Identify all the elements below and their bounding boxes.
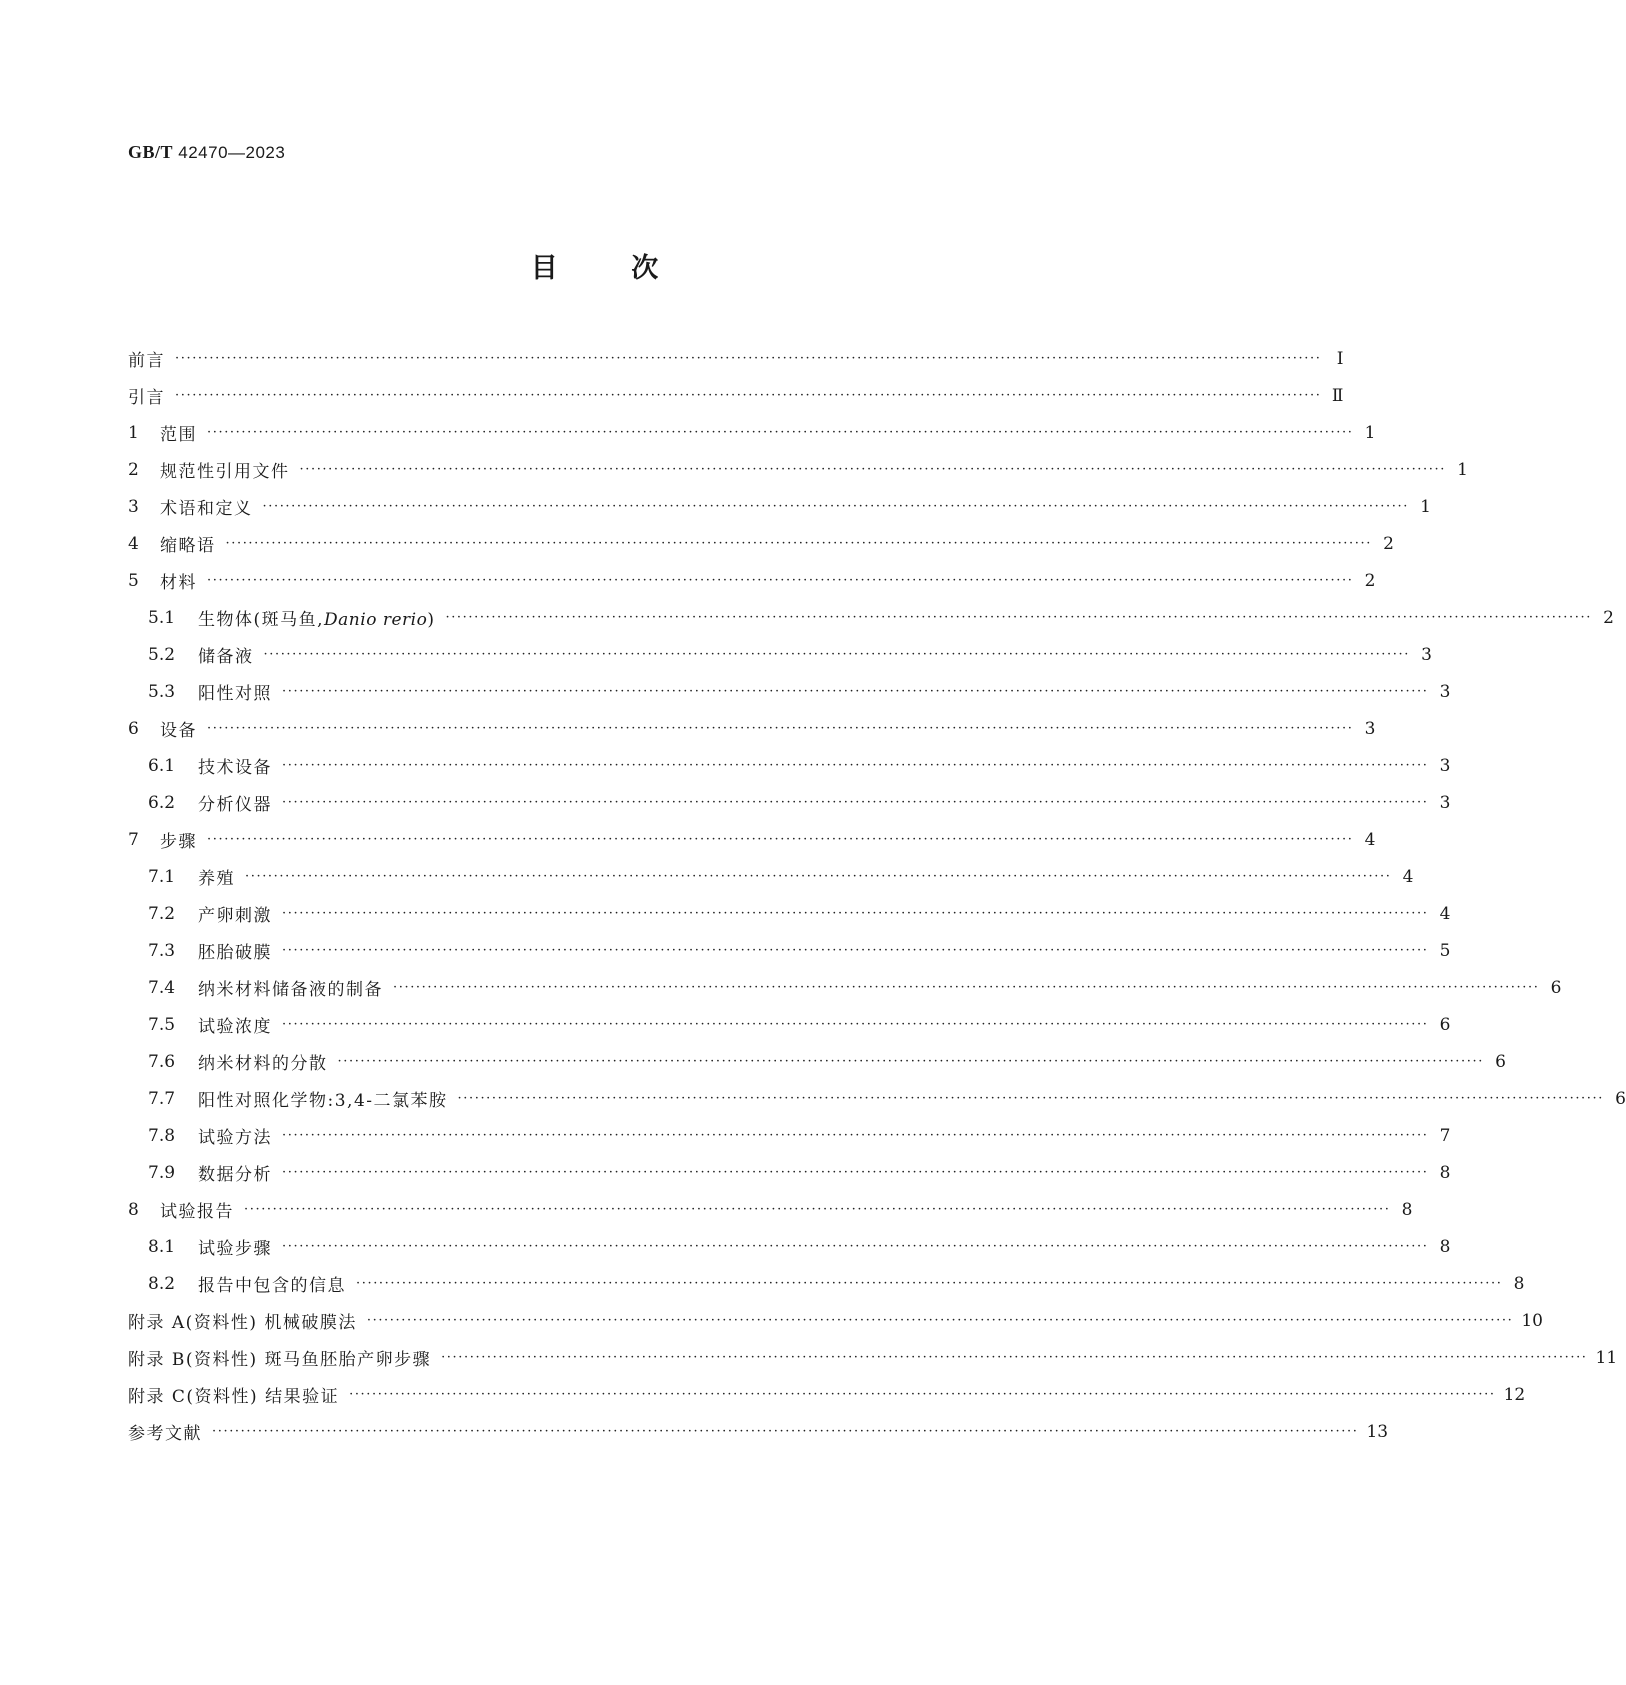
toc-entry-label: 试验方法 xyxy=(198,1128,272,1148)
toc-entry-6[interactable] xyxy=(128,710,1376,747)
toc-leader-dots: ········································································································································································································ xyxy=(207,832,1354,847)
standard-code xyxy=(128,142,285,163)
toc-leader-dots: ········································································································································································································ xyxy=(175,351,1322,366)
toc-entry-page: 3 xyxy=(1439,792,1451,813)
toc-entry-label: 技术设备 xyxy=(198,758,272,778)
toc-entry-3[interactable] xyxy=(128,488,1431,525)
toc-entry-label: 前言 xyxy=(128,351,165,371)
toc-entry-7-9[interactable] xyxy=(128,1154,1451,1191)
toc-entry-label: 术语和定义 xyxy=(160,499,253,519)
toc-entry-7-7[interactable] xyxy=(128,1080,1626,1117)
toc-entry-number: 7.2 xyxy=(148,903,176,924)
toc-entry-2[interactable] xyxy=(128,451,1468,488)
toc-entry-label: 设备 xyxy=(160,721,197,741)
toc-title: 目 次 xyxy=(530,253,661,284)
toc-entry-label: 纳米材料储备液的制备 xyxy=(198,980,383,1000)
toc-leader-dots: ········································································································································································································ xyxy=(225,536,1372,551)
toc-entry-number: 7.5 xyxy=(148,1014,176,1035)
toc-entry-appendix-b[interactable] xyxy=(128,1339,1618,1376)
toc-entry-page: 4 xyxy=(1364,829,1376,850)
toc-leader-dots: ········································································································································································································ xyxy=(282,758,1429,773)
toc-entry-6-1[interactable] xyxy=(128,747,1451,784)
toc-entry-page: 7 xyxy=(1439,1125,1451,1146)
toc-entry-label xyxy=(198,605,435,630)
toc-entry-number: 7.8 xyxy=(148,1125,176,1146)
toc-entry-page: 6 xyxy=(1495,1051,1506,1072)
toc-leader-dots: ········································································································································································································ xyxy=(175,388,1322,403)
toc-entry-7-3[interactable] xyxy=(128,932,1451,969)
toc-leader-dots: ········································································································································································································ xyxy=(244,1202,1391,1217)
toc-entry-number: 2 xyxy=(128,459,139,480)
toc-entry-number: 8.2 xyxy=(148,1273,176,1294)
toc-entry-page: 1 xyxy=(1420,496,1431,517)
toc-entry-label-text: 生物体(斑马鱼, xyxy=(198,610,325,630)
toc-leader-dots: ········································································································································································································ xyxy=(393,980,1540,995)
toc-entry-label: 引言 xyxy=(128,388,165,408)
toc-entry-number: 7.4 xyxy=(148,977,176,998)
toc-leader-dots: ········································································································································································································ xyxy=(282,1165,1429,1180)
toc-entry-number: 7.6 xyxy=(148,1051,176,1072)
toc-entry-page: 5 xyxy=(1439,940,1451,961)
toc-leader-dots: ········································································································································································································ xyxy=(457,1091,1604,1106)
toc-entry-introduction[interactable] xyxy=(128,377,1344,414)
toc-entry-number: 5 xyxy=(128,570,139,591)
toc-entry-6-2[interactable] xyxy=(128,784,1451,821)
toc-entry-number: 6.2 xyxy=(148,792,176,813)
toc-entry-number: 1 xyxy=(128,422,139,443)
toc-entry-page: 8 xyxy=(1439,1162,1451,1183)
toc-entry-page: 6 xyxy=(1439,1014,1451,1035)
toc-leader-dots: ········································································································································································································ xyxy=(282,1128,1429,1143)
toc-entry-number: 8 xyxy=(128,1199,139,1220)
toc-entry-page: 12 xyxy=(1503,1384,1526,1405)
toc-entry-8-2[interactable] xyxy=(128,1265,1525,1302)
toc-entry-number: 8.1 xyxy=(148,1236,176,1257)
toc-entry-7-2[interactable] xyxy=(128,895,1451,932)
toc-leader-dots: ········································································································································································································ xyxy=(207,573,1354,588)
species-name: Danio rerio xyxy=(324,610,428,630)
toc-entry-7-1[interactable] xyxy=(128,858,1414,895)
table-of-contents xyxy=(128,340,1626,1450)
toc-leader-dots: ········································································································································································································ xyxy=(212,1424,1359,1439)
toc-entry-label: 缩略语 xyxy=(160,536,216,556)
toc-leader-dots: ········································································································································································································ xyxy=(207,425,1354,440)
toc-leader-dots: ········································································································································································································ xyxy=(282,943,1429,958)
toc-entry-label: 分析仪器 xyxy=(198,795,272,815)
toc-entry-page: 3 xyxy=(1439,681,1451,702)
toc-entry-page: 13 xyxy=(1366,1421,1389,1442)
toc-entry-page: 6 xyxy=(1615,1088,1626,1109)
toc-entry-appendix-c[interactable] xyxy=(128,1376,1526,1413)
toc-entry-label: 范围 xyxy=(160,425,197,445)
toc-entry-label: 附录 A(资料性) 机械破膜法 xyxy=(128,1313,357,1333)
toc-entry-7-5[interactable] xyxy=(128,1006,1451,1043)
toc-entry-label: 阳性对照化学物:3,4-二氯苯胺 xyxy=(198,1091,448,1111)
toc-leader-dots: ········································································································································································································ xyxy=(366,1313,1514,1328)
toc-leader-dots: ········································································································································································································ xyxy=(299,462,1446,477)
toc-leader-dots: ········································································································································································································ xyxy=(282,1239,1429,1254)
toc-entry-label: 纳米材料的分散 xyxy=(198,1054,328,1074)
toc-entry-page: 6 xyxy=(1550,977,1562,998)
toc-entry-number: 7.3 xyxy=(148,940,176,961)
toc-entry-label: 试验浓度 xyxy=(198,1017,272,1037)
toc-entry-label: 附录 B(资料性) 斑马鱼胚胎产卵步骤 xyxy=(128,1350,432,1370)
toc-entry-label: 养殖 xyxy=(198,869,235,889)
toc-entry-5-1[interactable] xyxy=(128,599,1614,636)
toc-entry-label: 数据分析 xyxy=(198,1165,272,1185)
toc-entry-page: 3 xyxy=(1439,755,1451,776)
toc-entry-references[interactable] xyxy=(128,1413,1389,1450)
toc-entry-page: Ⅰ xyxy=(1336,348,1344,369)
toc-entry-page: 3 xyxy=(1364,718,1376,739)
toc-entry-page: Ⅱ xyxy=(1331,385,1344,406)
toc-entry-page: 11 xyxy=(1595,1347,1618,1368)
toc-entry-8[interactable] xyxy=(128,1191,1413,1228)
toc-leader-dots: ········································································································································································································ xyxy=(245,869,1392,884)
toc-leader-dots: ········································································································································································································ xyxy=(282,906,1429,921)
toc-entry-page: 4 xyxy=(1402,866,1414,887)
toc-entry-appendix-a[interactable] xyxy=(128,1302,1543,1339)
toc-leader-dots: ········································································································································································································ xyxy=(282,795,1429,810)
toc-leader-dots: ········································································································································································································ xyxy=(445,610,1592,625)
toc-leader-dots: ········································································································································································································ xyxy=(337,1054,1484,1069)
toc-entry-number: 6.1 xyxy=(148,755,176,776)
toc-entry-label: 附录 C(资料性) 结果验证 xyxy=(128,1387,340,1407)
toc-entry-4[interactable] xyxy=(128,525,1394,562)
toc-entry-number: 5.1 xyxy=(148,607,176,628)
toc-entry-label: 胚胎破膜 xyxy=(198,943,272,963)
toc-entry-7-6[interactable] xyxy=(128,1043,1506,1080)
toc-entry-7[interactable] xyxy=(128,821,1376,858)
toc-entry-page: 8 xyxy=(1439,1236,1451,1257)
toc-entry-5[interactable] xyxy=(128,562,1376,599)
toc-entry-7-8[interactable] xyxy=(128,1117,1451,1154)
toc-entry-label: 产卵刺激 xyxy=(198,906,272,926)
toc-entry-label: 规范性引用文件 xyxy=(160,462,290,482)
toc-entry-5-3[interactable] xyxy=(128,673,1451,710)
toc-entry-page: 2 xyxy=(1383,533,1394,554)
toc-entry-page: 1 xyxy=(1364,422,1376,443)
toc-entry-number: 7.9 xyxy=(148,1162,176,1183)
toc-entry-number: 3 xyxy=(128,496,139,517)
toc-leader-dots: ········································································································································································································ xyxy=(262,499,1409,514)
toc-entry-page: 1 xyxy=(1457,459,1468,480)
toc-entry-number: 7.7 xyxy=(148,1088,176,1109)
standard-code-number: 42470—2023 xyxy=(178,143,286,162)
toc-entry-label: 材料 xyxy=(160,573,197,593)
toc-entry-number: 7 xyxy=(128,829,139,850)
toc-entry-label: 报告中包含的信息 xyxy=(198,1276,346,1296)
toc-entry-number: 5.3 xyxy=(148,681,176,702)
toc-entry-number: 7.1 xyxy=(148,866,176,887)
toc-leader-dots: ········································································································································································································ xyxy=(356,1276,1503,1291)
toc-leader-dots: ········································································································································································································ xyxy=(282,1017,1429,1032)
toc-entry-page: 10 xyxy=(1521,1310,1543,1331)
toc-entry-7-4[interactable] xyxy=(128,969,1562,1006)
toc-leader-dots: ········································································································································································································ xyxy=(207,721,1354,736)
toc-entry-page: 8 xyxy=(1401,1199,1413,1220)
toc-entry-page: 8 xyxy=(1513,1273,1525,1294)
standard-code-prefix: GB/T xyxy=(128,142,174,162)
toc-entry-1[interactable] xyxy=(128,414,1376,451)
toc-leader-dots: ········································································································································································································ xyxy=(441,1350,1588,1365)
toc-entry-label: 试验报告 xyxy=(160,1202,234,1222)
toc-entry-foreword[interactable] xyxy=(128,340,1344,377)
toc-entry-label: 试验步骤 xyxy=(198,1239,272,1259)
toc-entry-8-1[interactable] xyxy=(128,1228,1451,1265)
toc-entry-page: 2 xyxy=(1603,607,1614,628)
toc-entry-label: 储备液 xyxy=(198,647,254,667)
toc-entry-page: 2 xyxy=(1364,570,1376,591)
toc-entry-number: 4 xyxy=(128,533,139,554)
toc-entry-5-2[interactable] xyxy=(128,636,1432,673)
toc-entry-label: 阳性对照 xyxy=(198,684,272,704)
toc-entry-label: 参考文献 xyxy=(128,1424,202,1444)
toc-entry-number: 6 xyxy=(128,718,139,739)
toc-leader-dots: ········································································································································································································ xyxy=(282,684,1429,699)
toc-entry-label: 步骤 xyxy=(160,832,197,852)
toc-leader-dots: ········································································································································································································ xyxy=(263,647,1410,662)
toc-entry-page: 4 xyxy=(1439,903,1451,924)
toc-leader-dots: ········································································································································································································ xyxy=(349,1387,1496,1402)
toc-entry-label-text: ) xyxy=(427,610,436,630)
toc-entry-page: 3 xyxy=(1421,644,1432,665)
toc-entry-number: 5.2 xyxy=(148,644,176,665)
